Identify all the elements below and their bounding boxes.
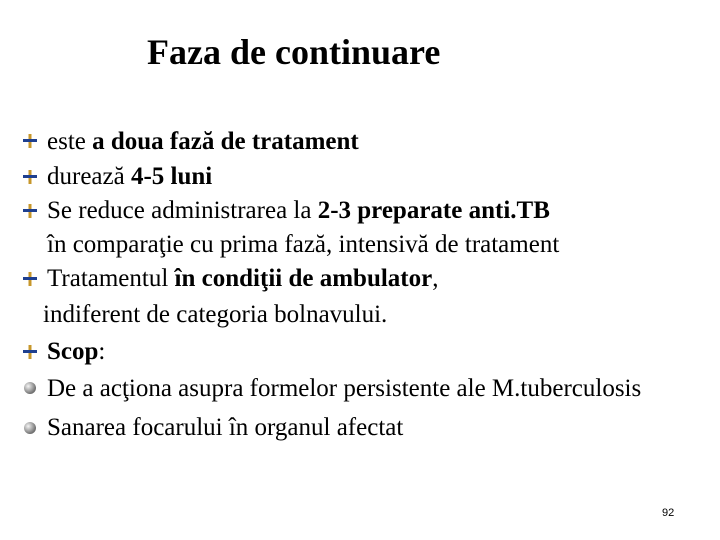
slide-title: Faza de continuare (147, 32, 441, 72)
sub-bullet-item: Sanarea focarului în organul afectat (47, 414, 404, 441)
bullet-continuation: în comparaţie cu prima fază, intensivă de tratament (47, 231, 560, 258)
bullet-item: Scop: (47, 338, 106, 365)
bullet-continuation: indiferent de categoria bolnavului. (43, 301, 388, 328)
bullet-item: durează 4-5 luni (47, 163, 213, 190)
bullet-item: este a doua fază de tratament (47, 128, 359, 155)
sub-bullet-item: De a acţiona asupra formelor persistente ale M.tuberculosis (47, 375, 642, 402)
bullet-item: Se reduce administrarea la 2-3 preparate anti.TB (47, 197, 550, 224)
pin-icon (22, 203, 38, 219)
ball-icon (22, 420, 38, 436)
pin-icon (22, 271, 38, 287)
pin-icon (22, 169, 38, 185)
page-number: 92 (662, 507, 675, 519)
pin-icon (22, 344, 38, 360)
ball-icon (22, 380, 38, 396)
pin-icon (22, 133, 38, 149)
bullet-item: Tratamentul în condiţii de ambulator, (47, 265, 439, 292)
